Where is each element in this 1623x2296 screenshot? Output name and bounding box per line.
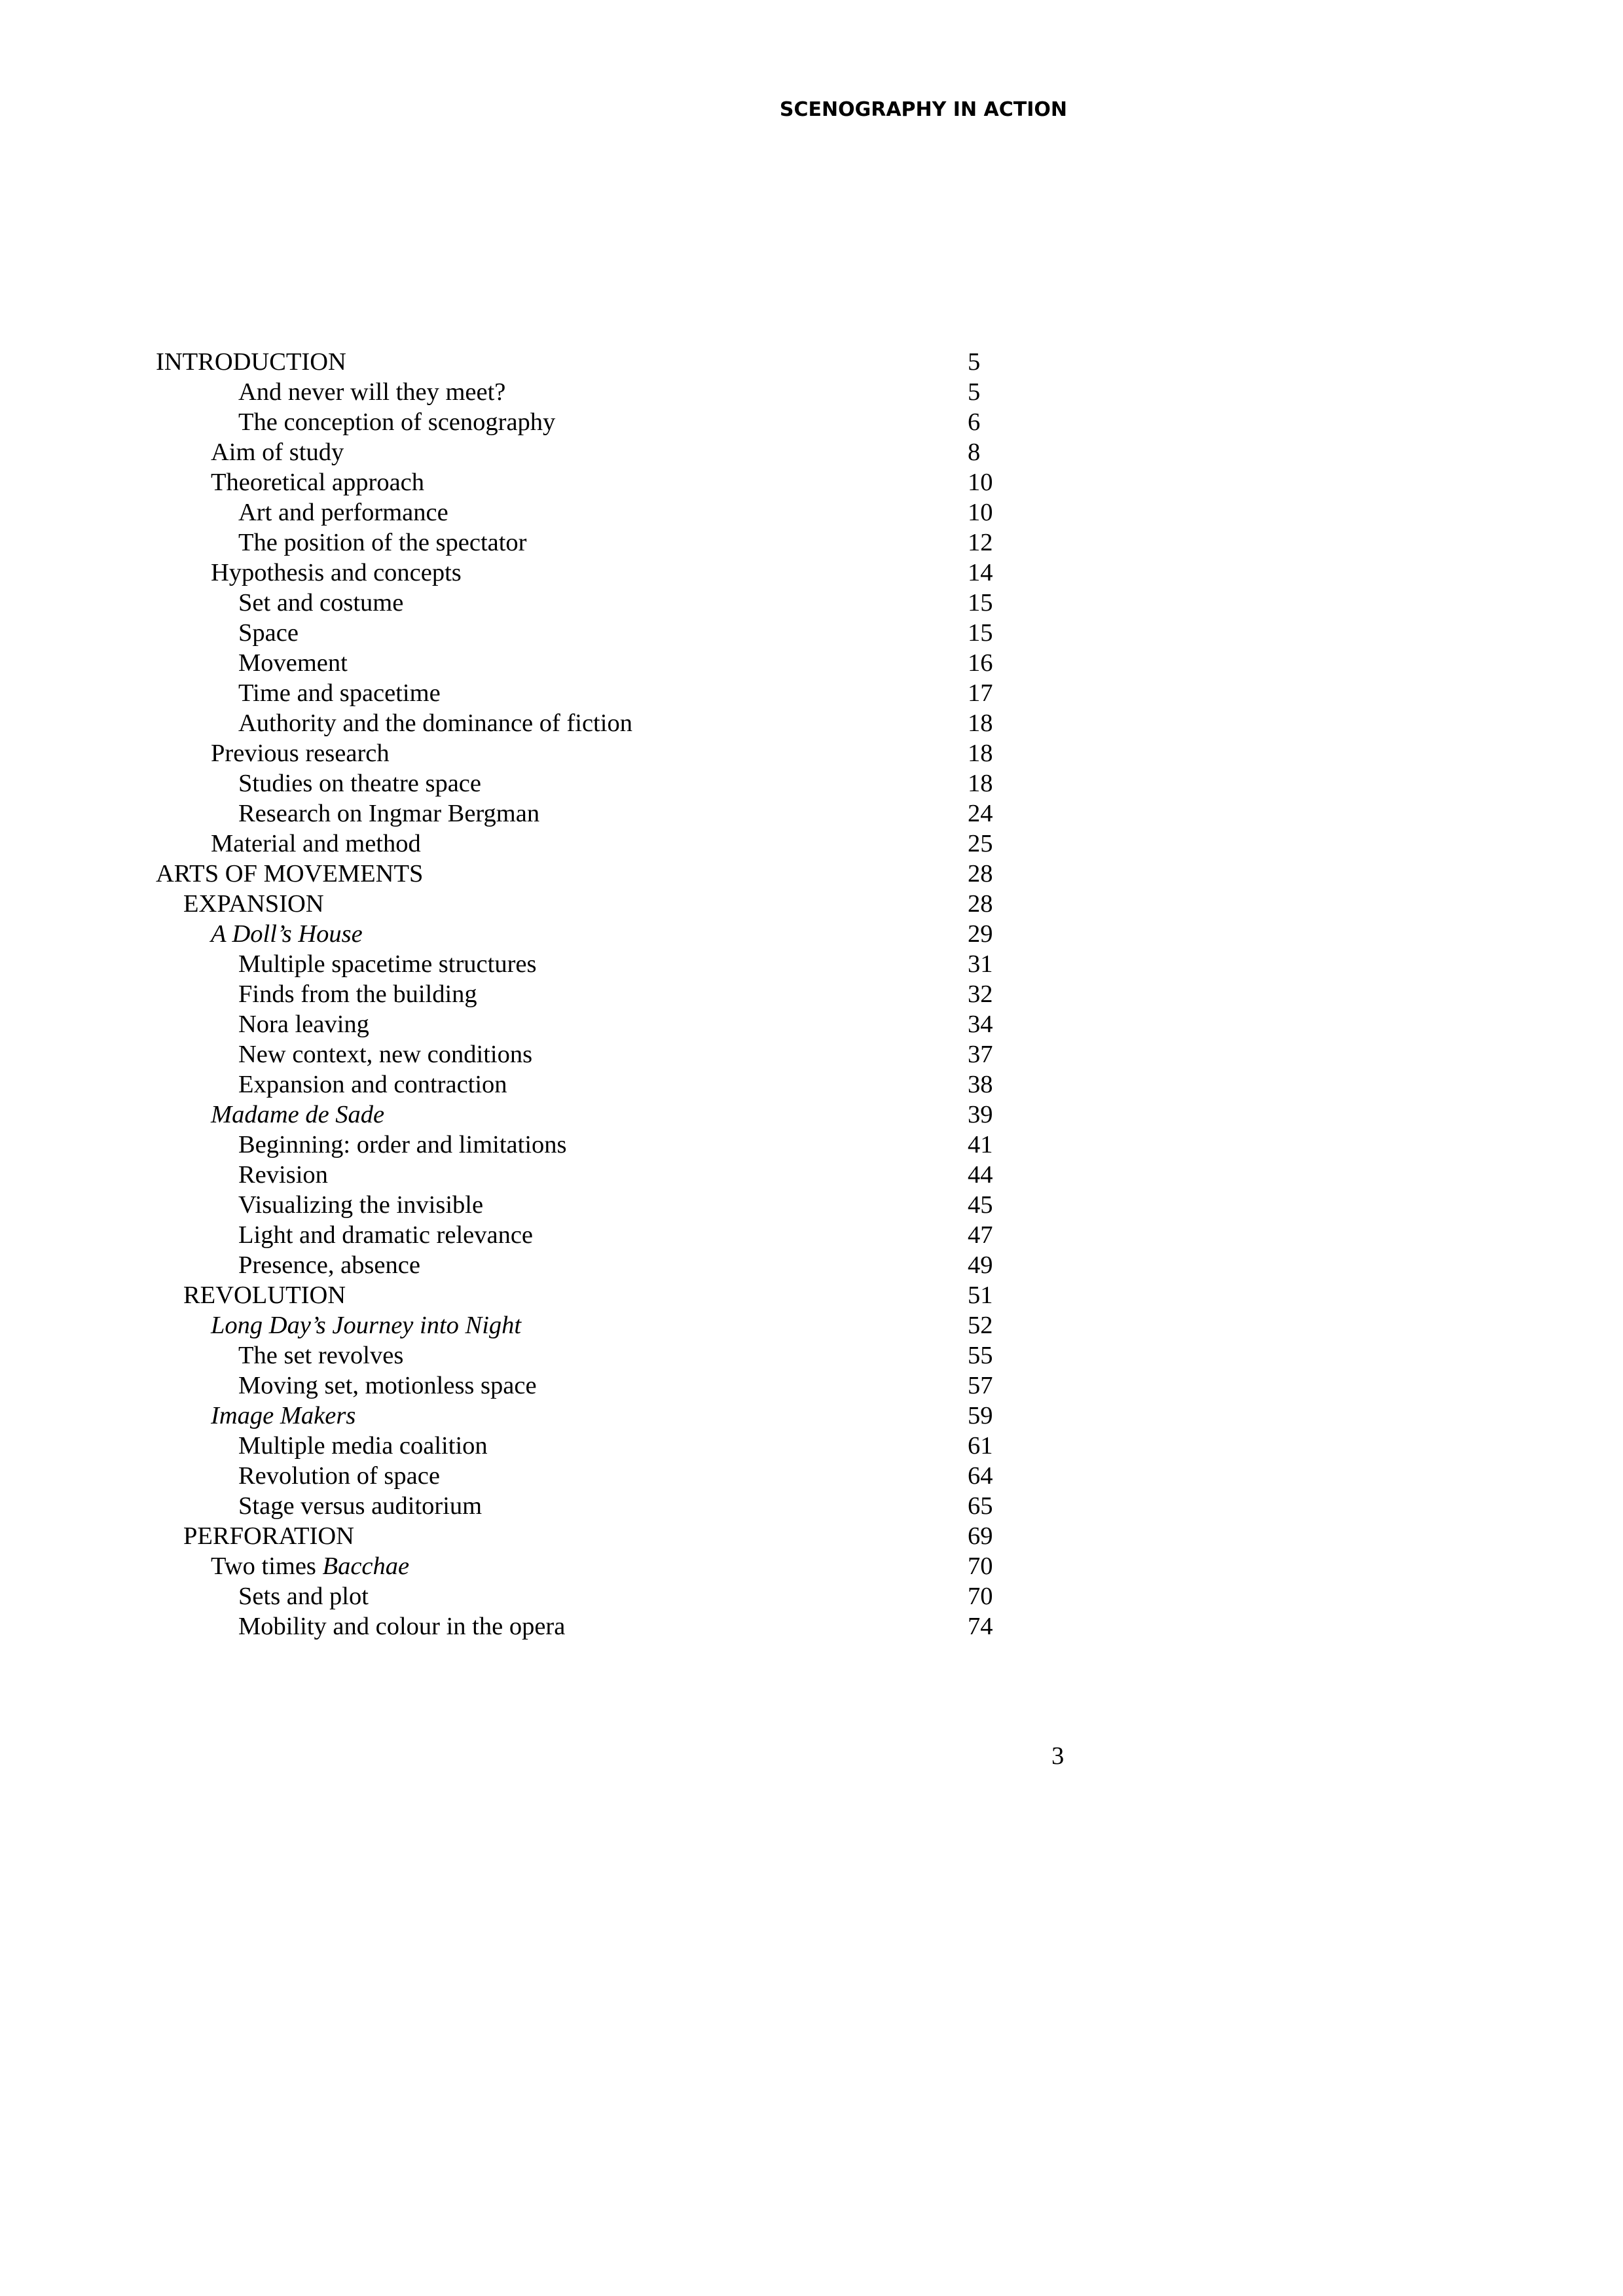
toc-entry-title-text: Previous research	[211, 740, 390, 767]
table-of-contents	[156, 347, 1020, 1641]
toc-entry	[156, 1009, 1020, 1039]
running-head: SCENOGRAPHY IN ACTION	[779, 98, 1067, 121]
toc-entry-page: 65	[968, 1492, 993, 1520]
toc-entry-title	[238, 768, 481, 798]
toc-entry-title	[238, 588, 403, 618]
toc-entry-title-text: Multiple media coalition	[238, 1432, 488, 1460]
toc-entry-title	[238, 1611, 565, 1641]
toc-entry	[156, 377, 1020, 407]
toc-entry-title-text: Theoretical approach	[211, 469, 424, 496]
toc-entry-title	[211, 1551, 409, 1581]
toc-entry	[156, 919, 1020, 949]
toc-entry-title	[211, 1310, 521, 1340]
toc-entry	[156, 1310, 1020, 1340]
toc-entry-title	[238, 678, 441, 708]
toc-entry-title	[211, 467, 424, 497]
toc-entry-title-text: Studies on theatre space	[238, 770, 481, 797]
toc-entry	[156, 588, 1020, 618]
toc-entry	[156, 1130, 1020, 1160]
toc-entry-title-text: Material and method	[211, 830, 421, 857]
toc-entry	[156, 528, 1020, 558]
toc-entry-page: 15	[968, 589, 993, 617]
toc-entry-page: 12	[968, 529, 993, 556]
toc-entry-title	[238, 1250, 420, 1280]
toc-entry-page: 45	[968, 1191, 993, 1219]
toc-entry-title	[156, 859, 423, 889]
toc-entry-title-text: PERFORATION	[183, 1522, 354, 1550]
toc-entry-page: 16	[968, 649, 993, 677]
toc-entry-title	[238, 949, 536, 979]
toc-entry-title	[238, 708, 632, 738]
toc-entry	[156, 467, 1020, 497]
toc-entry-page: 34	[968, 1011, 993, 1038]
toc-entry	[156, 347, 1020, 377]
toc-entry-title	[211, 738, 390, 768]
toc-entry-title	[238, 1190, 483, 1220]
toc-entry	[156, 1611, 1020, 1641]
toc-entry-page: 47	[968, 1221, 993, 1249]
toc-entry-title-text: Moving set, motionless space	[238, 1372, 537, 1399]
toc-entry-title-text: The position of the spectator	[238, 529, 527, 556]
toc-entry	[156, 1190, 1020, 1220]
toc-entry-title	[183, 889, 324, 919]
toc-entry	[156, 1280, 1020, 1310]
toc-entry-page: 51	[968, 1282, 993, 1309]
toc-entry-title	[238, 1340, 403, 1371]
toc-entry-title	[238, 1491, 482, 1521]
toc-entry	[156, 798, 1020, 829]
toc-entry	[156, 1100, 1020, 1130]
toc-entry-title	[238, 1431, 488, 1461]
toc-entry-page: 74	[968, 1613, 993, 1640]
toc-entry-page: 29	[968, 920, 993, 948]
toc-entry-title-text: Space	[238, 619, 299, 647]
toc-entry-title-text: Beginning: order and limitations	[238, 1131, 567, 1158]
toc-entry-page: 28	[968, 890, 993, 918]
toc-entry-page: 49	[968, 1251, 993, 1279]
toc-entry-title-text: The set revolves	[238, 1342, 404, 1369]
toc-entry-page: 44	[968, 1161, 993, 1189]
toc-entry-page: 17	[968, 679, 993, 707]
toc-entry-title	[183, 1521, 354, 1551]
toc-entry-title-text: Revision	[238, 1161, 328, 1189]
toc-entry-title-text: REVOLUTION	[183, 1282, 346, 1309]
toc-entry-page: 32	[968, 980, 993, 1008]
toc-entry	[156, 1431, 1020, 1461]
toc-entry-title	[238, 1069, 507, 1100]
toc-entry-title-text: Time and spacetime	[238, 679, 441, 707]
toc-entry-title	[238, 1009, 369, 1039]
toc-entry-title-text: Aim of study	[211, 439, 344, 466]
toc-entry	[156, 1401, 1020, 1431]
toc-entry-title	[238, 979, 477, 1009]
toc-entry	[156, 497, 1020, 528]
toc-entry	[156, 889, 1020, 919]
toc-entry-title-text: New context, new conditions	[238, 1041, 533, 1068]
toc-entry-page: 69	[968, 1522, 993, 1550]
toc-entry	[156, 1039, 1020, 1069]
toc-entry	[156, 738, 1020, 768]
toc-entry	[156, 1581, 1020, 1611]
toc-entry-title-text: EXPANSION	[183, 890, 324, 918]
toc-entry-title-text: Expansion and contraction	[238, 1071, 507, 1098]
toc-entry-page: 5	[968, 348, 981, 376]
toc-entry-page: 6	[968, 408, 981, 436]
toc-entry-title-text: Multiple spacetime structures	[238, 950, 537, 978]
toc-entry	[156, 1371, 1020, 1401]
toc-entry-title	[211, 437, 344, 467]
toc-entry	[156, 1461, 1020, 1491]
toc-entry-page: 25	[968, 830, 993, 857]
toc-entry-title-italic: Bacchae	[322, 1552, 410, 1580]
toc-entry	[156, 768, 1020, 798]
toc-entry-title-text: Revolution of space	[238, 1462, 440, 1490]
toc-entry-title-text: INTRODUCTION	[156, 348, 346, 376]
toc-entry-title	[183, 1280, 346, 1310]
toc-entry	[156, 1220, 1020, 1250]
toc-entry-title	[238, 1220, 533, 1250]
toc-entry-title-text: A Doll’s House	[211, 920, 363, 948]
toc-entry-title-text: ARTS OF MOVEMENTS	[156, 860, 424, 888]
toc-entry-page: 52	[968, 1312, 993, 1339]
toc-entry-title	[238, 1160, 328, 1190]
toc-entry-title-text: Visualizing the invisible	[238, 1191, 484, 1219]
toc-entry-title-text: Authority and the dominance of fiction	[238, 709, 632, 737]
toc-entry-title-text: Mobility and colour in the opera	[238, 1613, 566, 1640]
toc-entry-page: 5	[968, 378, 981, 406]
toc-entry-title	[238, 1461, 440, 1491]
toc-entry-title-text: Movement	[238, 649, 348, 677]
toc-entry	[156, 829, 1020, 859]
toc-entry-title-text: Light and dramatic relevance	[238, 1221, 534, 1249]
toc-entry	[156, 1250, 1020, 1280]
toc-entry-title	[238, 1581, 369, 1611]
toc-entry-title	[238, 528, 527, 558]
toc-entry	[156, 859, 1020, 889]
toc-entry	[156, 1521, 1020, 1551]
toc-entry-page: 28	[968, 860, 993, 888]
toc-entry-title-text: Madame de Sade	[211, 1101, 385, 1128]
toc-entry-page: 31	[968, 950, 993, 978]
toc-entry-page: 10	[968, 469, 993, 496]
toc-entry-title-text: Image Makers	[211, 1402, 356, 1429]
toc-entry-title	[238, 798, 539, 829]
toc-entry-title	[211, 919, 363, 949]
toc-entry-page: 61	[968, 1432, 993, 1460]
toc-entry-title	[238, 497, 448, 528]
toc-entry-title-text: Two times	[211, 1552, 323, 1580]
toc-entry-title	[211, 829, 421, 859]
toc-entry-page: 8	[968, 439, 981, 466]
toc-entry-page: 18	[968, 740, 993, 767]
toc-entry	[156, 979, 1020, 1009]
toc-entry-title-text: Stage versus auditorium	[238, 1492, 483, 1520]
toc-entry-page: 14	[968, 559, 993, 586]
page-number: 3	[1051, 1742, 1065, 1770]
toc-entry	[156, 708, 1020, 738]
toc-entry-title	[156, 347, 346, 377]
toc-entry	[156, 558, 1020, 588]
toc-entry-title	[238, 1130, 567, 1160]
toc-entry-title-text: Research on Ingmar Bergman	[238, 800, 540, 827]
toc-entry	[156, 1069, 1020, 1100]
toc-entry-title-text: Set and costume	[238, 589, 404, 617]
toc-entry-title	[238, 648, 348, 678]
toc-entry-title	[238, 1039, 532, 1069]
toc-entry	[156, 949, 1020, 979]
toc-entry	[156, 437, 1020, 467]
toc-entry-title-text: Nora leaving	[238, 1011, 369, 1038]
toc-entry-page: 70	[968, 1552, 993, 1580]
toc-entry-page: 38	[968, 1071, 993, 1098]
toc-entry-title	[211, 558, 462, 588]
toc-entry-page: 55	[968, 1342, 993, 1369]
toc-entry-page: 15	[968, 619, 993, 647]
toc-entry	[156, 407, 1020, 437]
toc-entry-page: 57	[968, 1372, 993, 1399]
toc-entry-page: 41	[968, 1131, 993, 1158]
toc-entry-title	[211, 1100, 384, 1130]
toc-entry-title	[211, 1401, 356, 1431]
toc-entry-page: 70	[968, 1583, 993, 1610]
toc-entry	[156, 1340, 1020, 1371]
toc-entry	[156, 1491, 1020, 1521]
toc-entry-title	[238, 407, 555, 437]
toc-entry-title-text: Sets and plot	[238, 1583, 369, 1610]
toc-entry-title	[238, 1371, 537, 1401]
toc-entry-title-text: And never will they meet?	[238, 378, 506, 406]
toc-entry-title	[238, 377, 505, 407]
toc-entry-title	[238, 618, 299, 648]
toc-entry	[156, 1160, 1020, 1190]
toc-entry-page: 39	[968, 1101, 993, 1128]
toc-entry-page: 64	[968, 1462, 993, 1490]
toc-entry	[156, 648, 1020, 678]
toc-entry-page: 10	[968, 499, 993, 526]
toc-entry-page: 18	[968, 770, 993, 797]
toc-entry-page: 59	[968, 1402, 993, 1429]
toc-entry-page: 18	[968, 709, 993, 737]
toc-entry	[156, 678, 1020, 708]
toc-entry-title-text: Art and performance	[238, 499, 448, 526]
toc-entry-title-text: Hypothesis and concepts	[211, 559, 462, 586]
toc-entry-title-text: The conception of scenography	[238, 408, 556, 436]
toc-entry	[156, 618, 1020, 648]
toc-entry-title-text: Long Day’s Journey into Night	[211, 1312, 522, 1339]
toc-entry-title-text: Presence, absence	[238, 1251, 420, 1279]
toc-entry	[156, 1551, 1020, 1581]
toc-entry-page: 24	[968, 800, 993, 827]
toc-entry-page: 37	[968, 1041, 993, 1068]
toc-entry-title-text: Finds from the building	[238, 980, 477, 1008]
